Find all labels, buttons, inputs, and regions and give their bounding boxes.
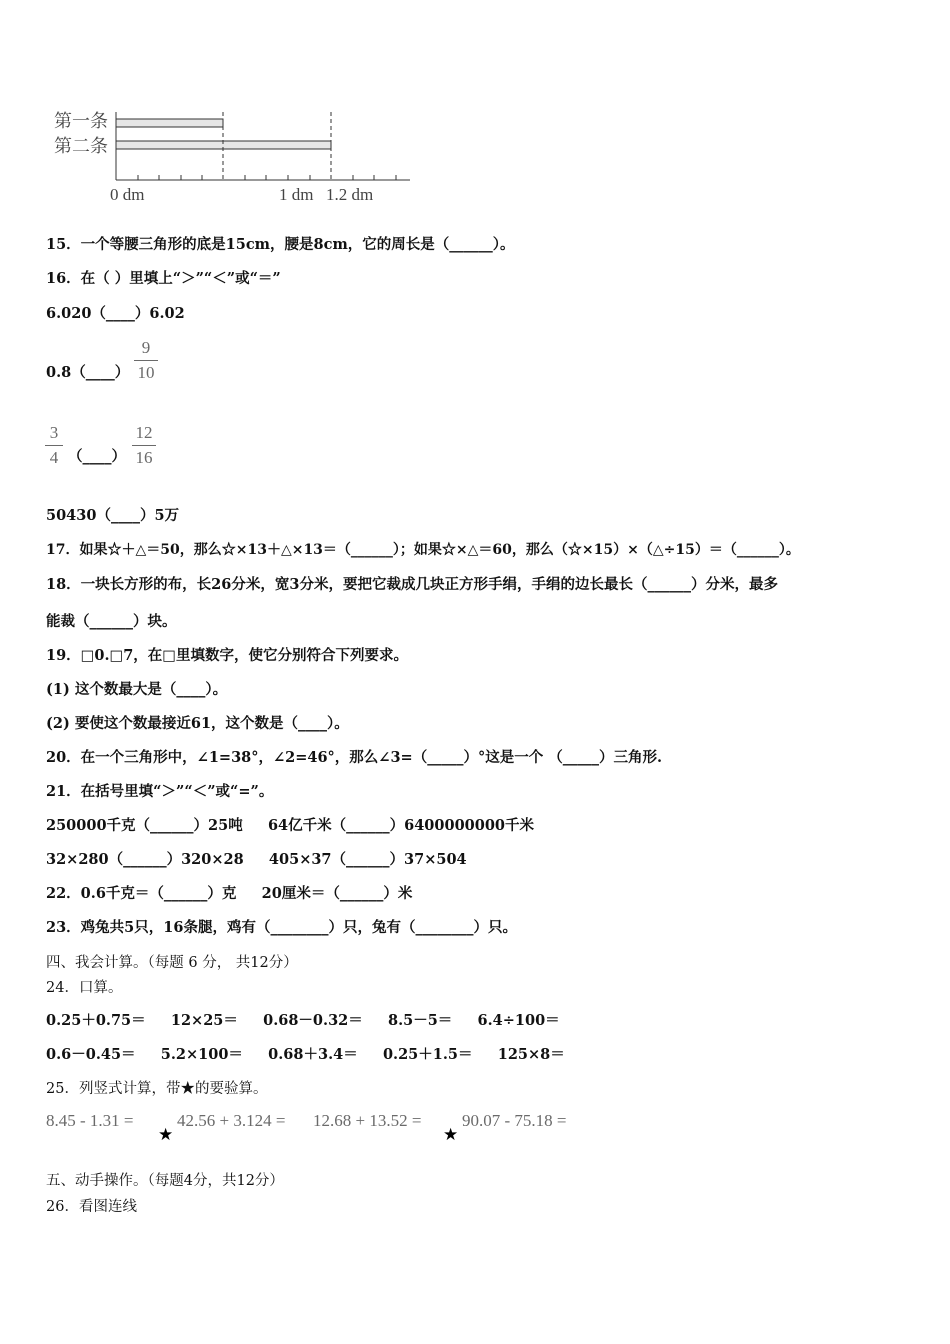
calc-expression-2: 42.56 + 3.124 = [177,1111,286,1130]
question-16: 16．在（ ）里填上“＞”“＜”或“＝” [46,270,281,287]
fraction-denominator: 10 [137,363,155,382]
fraction-numerator: 3 [49,423,59,442]
question-19: 19．□0.□7，在□里填数字，使它分别符合下列要求。 [46,647,409,664]
question-23: 23．鸡兔共5只，16条腿，鸡有（________）只，兔有（________）只。 [46,919,517,936]
calc-expression-3: 12.68 + 13.52 = [313,1111,422,1130]
question-21: 21．在括号里填“＞”“＜”或“=”。 [46,783,274,800]
question-22: 22．0.6千克＝（______）克 20厘米＝（______）米 [46,885,413,902]
question-21-a: 250000千克（______）25吨 64亿千米（______）6400000000千米 [46,817,535,834]
fraction-numerator: 9 [141,338,151,357]
fraction-numerator: 12 [135,423,153,442]
fraction-12-16 [132,423,156,468]
fraction-3-4 [45,423,63,468]
question-24: 24．口算。 [46,980,123,996]
question-18-line2: 能裁（______）块。 [46,613,177,630]
question-24-row2: 0.6－0.45＝ 5.2×100＝ 0.68＋3.4＝ 0.25＋1.5＝ 125×8＝ [46,1046,565,1063]
question-19-1: (1) 这个数最大是（____）。 [46,681,228,698]
question-19-2: (2) 要使这个数最接近61，这个数是（____）。 [46,715,349,732]
question-20: 20．在一个三角形中，∠1=38°，∠2=46°，那么∠3=（_____）°这是一个 （_____）三角形. [46,749,663,766]
star-icon: ★ [443,1125,459,1145]
tick-label-1: 1 dm [279,185,314,204]
tick-label-0: 0 dm [110,185,145,204]
fraction-denominator: 4 [49,448,59,467]
question-24-row1: 0.25＋0.75＝ 12×25＝ 0.68－0.32＝ 8.5－5＝ 6.4÷100＝ [46,1012,560,1029]
question-21-b: 32×280（______）320×28 405×37（______）37×504 [46,851,467,868]
label-second-strip: 第二条 [54,136,108,156]
label-first-strip: 第一条 [54,111,108,131]
section-4-heading: 四、我会计算。（每题 6 分， 共12分） [46,955,298,971]
question-16-d: 50430（____）5万 [46,507,180,524]
ruler-figure [40,100,460,210]
question-25: 25．列竖式计算，带★的要验算。 [46,1081,268,1097]
question-17: 17．如果☆＋△＝50，那么☆×13＋△×13＝（______）；如果☆×△＝60，那么（☆×15）×（△÷15）＝（______）。 [46,542,800,558]
question-16-c-blank: （____） [68,448,126,465]
question-26: 26．看图连线 [46,1199,137,1215]
section-5-heading: 五、动手操作。（每题4分，共12分） [46,1173,284,1189]
calc-expression-1: 8.45 - 1.31 = [46,1111,134,1130]
ruler-ticks [138,175,396,180]
question-15: 15．一个等腰三角形的底是15cm，腰是8cm，它的周长是（______）。 [46,236,515,253]
star-icon: ★ [158,1125,174,1145]
fraction-9-10 [134,338,158,383]
question-16-a: 6.020（____）6.02 [46,305,185,322]
tick-label-1-2: 1.2 dm [326,185,374,204]
calc-expression-4: 90.07 - 75.18 = [462,1111,567,1130]
question-18-line1: 18．一块长方形的布，长26分米，宽3分米，要把它裁成几块正方形手绢，手绢的边长最长（______）分米，最多 [46,576,778,593]
fraction-denominator: 16 [135,448,153,467]
question-16-b: 0.8（____） [46,364,130,381]
strip-first [116,119,223,127]
